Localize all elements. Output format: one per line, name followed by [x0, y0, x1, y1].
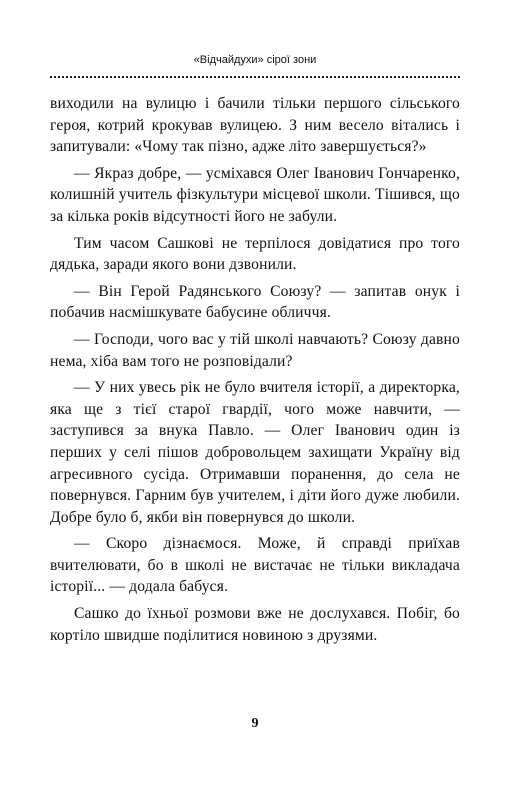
running-header: «Відчайдухи» сірої зони — [193, 54, 317, 66]
page-number: 9 — [251, 716, 259, 731]
paragraph-8: Сашко до їхньої розмови вже не дослухався. Побіг, бо кортіло швидше поділитися новиною з друзями. — [50, 605, 460, 644]
paragraph-3: Тим часом Сашкові не терпілося довідатися про того дядька, заради якого вони дзвонили. — [50, 234, 460, 274]
paragraph-2: — Якраз добре, — усміхався Олег Іванович Гончаренко, колишній учитель фізкультури місцевої школи. Тішився, що за кілька років відсутності його не забули. — [50, 164, 460, 225]
paragraph-1: виходили на вулицю і бачили тільки першого сільського героя, котрий крокував вулицею. З ним весело вітались і запитували: «Чому так пізно, адже літо завершується?» — [50, 95, 460, 156]
paragraph-5: — Господи, чого вас у тій школі навчають? Союзу давно нема, хіба вам того не розповідали? — [50, 330, 460, 370]
paragraph-6: — У них увесь рік не було вчителя історії, а директорка, яка ще з тієї старої гвардії, чого може навчити, — заступився за внука Павло. — Олег Іванович один із перших у селі пішов добровольцем захищати Україну від агресивного сусіда. Отримавши поранення, до села не повернувся. Гарним був учителем, і діти його дуже любили. Добре було б, якби він повернувся до школи. — [50, 379, 460, 526]
body-text — [50, 93, 460, 651]
paragraph-7: — Скоро дізнаємося. Може, й справді приїхав вчителювати, бо в школі не вистачає не тільки викладача історії... — додала бабуся. — [50, 535, 460, 596]
header-dotted-rule — [50, 76, 460, 78]
paragraph-4: — Він Герой Радянського Союзу? — запитав онук і побачив насмішкувате бабусине обличчя. — [50, 282, 460, 322]
